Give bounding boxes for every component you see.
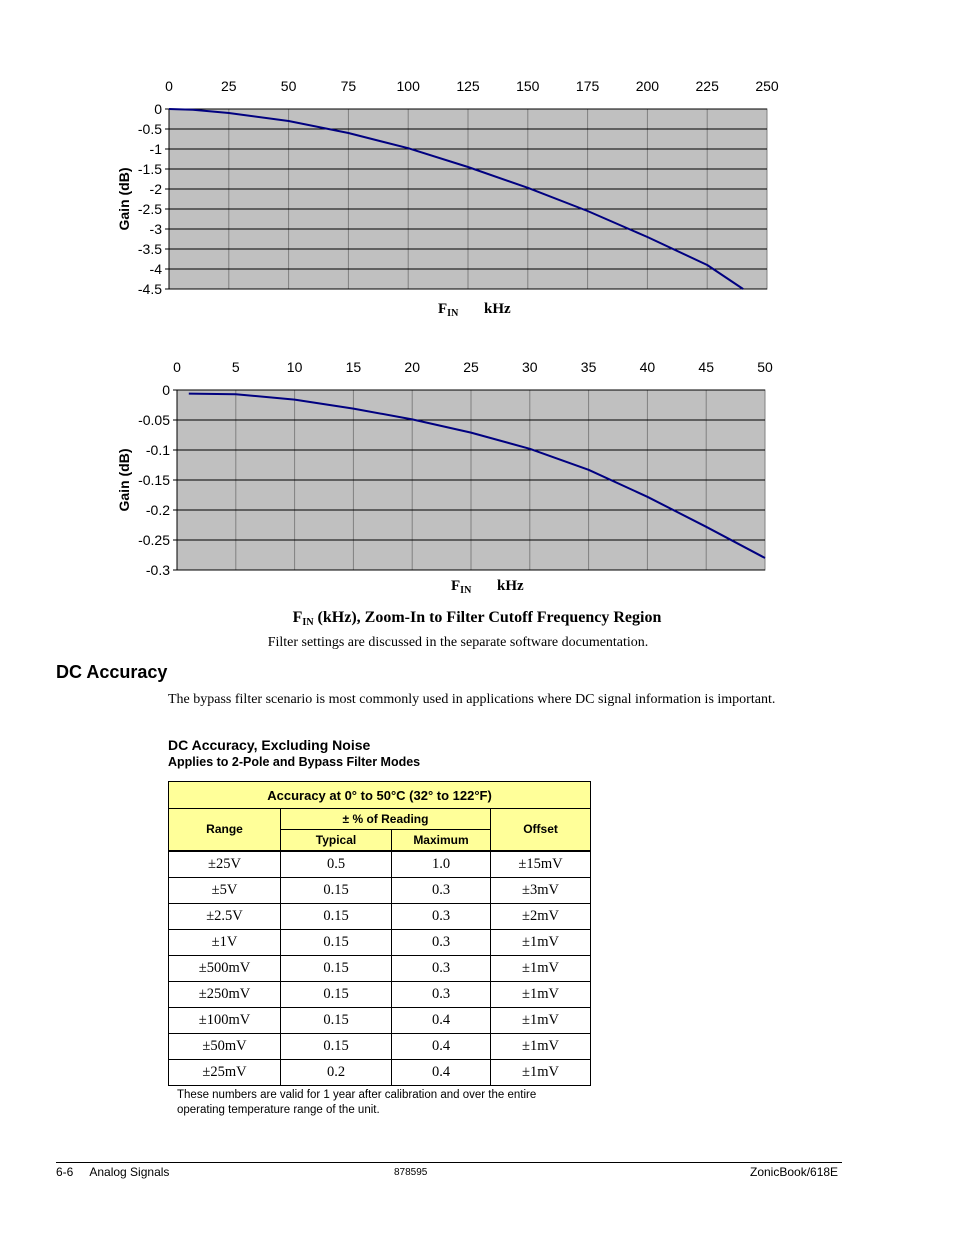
section-heading: DC Accuracy — [56, 662, 168, 682]
chart2-x-tick-label: 35 — [580, 359, 597, 375]
footer-center: 878595 — [394, 1167, 428, 1178]
cell-maximum: 0.3 — [392, 981, 491, 1007]
cell-typical: 0.15 — [281, 981, 392, 1007]
cell-offset: ±15mV — [491, 851, 591, 878]
cell-range: ±50mV — [169, 1033, 281, 1059]
footer-rule — [56, 1162, 842, 1163]
table-note: These numbers are valid for 1 year after calibration and over the entire operating temperature range of the unit. — [177, 1089, 537, 1116]
col-typical-header: Typical — [281, 830, 392, 851]
cell-maximum: 0.3 — [392, 929, 491, 955]
table-row — [169, 877, 591, 903]
table-row — [169, 955, 591, 981]
cell-offset: ±1mV — [491, 1007, 591, 1033]
chart2-x-tick-label: 25 — [463, 359, 479, 375]
figure-caption: $F_{IN}$ (kHz), Zoom-In to Filter Cutoff Frequency Region — [292, 609, 662, 628]
chart2-y-axis-label: Gain (dB) — [116, 448, 132, 512]
section-paragraph: The bypass filter scenario is most commonly used in applications where DC signal information is important. — [168, 692, 776, 707]
chart2-y-tick-label: -0.15 — [138, 472, 170, 488]
cell-typical: 0.15 — [281, 877, 392, 903]
table-row — [169, 851, 591, 878]
chart2-x-tick-label: 10 — [286, 359, 303, 375]
chart1-y-tick-label: -2.5 — [137, 201, 162, 217]
chart1-x-tick-label: 150 — [516, 78, 540, 94]
cell-range: ±100mV — [169, 1007, 281, 1033]
chart2-x-tick-label: 50 — [757, 359, 773, 375]
cell-range: ±250mV — [169, 981, 281, 1007]
cell-typical: 0.15 — [281, 903, 392, 929]
cell-maximum: 0.3 — [392, 955, 491, 981]
gain-chart-full — [0, 70, 954, 370]
chart1-x-tick-label: 50 — [280, 78, 297, 94]
chart1-y-axis-label: Gain (dB) — [116, 167, 132, 231]
cell-maximum: 0.3 — [392, 903, 491, 929]
chart1-x-tick-label: 175 — [575, 78, 600, 94]
filter-note: Filter settings are discussed in the separate software documentation. — [267, 635, 649, 650]
cell-offset: ±2mV — [491, 903, 591, 929]
chart2-x-tick-label: 15 — [345, 359, 362, 375]
table-header-top: Accuracy at 0° to 50°C (32° to 122°F) — [169, 782, 591, 809]
cell-maximum: 0.3 — [392, 877, 491, 903]
chart1-y-tick-label: -3.5 — [137, 241, 162, 257]
chart2-x-tick-label: 20 — [404, 359, 420, 375]
table-subtitle: Applies to 2-Pole and Bypass Filter Modes — [168, 755, 421, 769]
chart1-x-tick-label: 200 — [635, 78, 660, 94]
cell-typical: 0.2 — [281, 1059, 392, 1085]
cell-offset: ±1mV — [491, 1033, 591, 1059]
chart1-y-tick-label: -1 — [149, 141, 162, 157]
chart1-x-axis-label: $F_{IN}$ kHz — [438, 301, 511, 319]
cell-typical: 0.15 — [281, 955, 392, 981]
chart2-y-tick-label: -0.05 — [138, 412, 170, 428]
chart1-x-tick-label: 225 — [695, 78, 719, 94]
cell-offset: ±1mV — [491, 929, 591, 955]
table-row — [169, 1033, 591, 1059]
table-row — [169, 1059, 591, 1085]
table-row — [169, 1007, 591, 1033]
cell-offset: ±1mV — [491, 955, 591, 981]
cell-range: ±25V — [169, 851, 281, 878]
gain-chart-zoom — [0, 350, 954, 590]
cell-maximum: 1.0 — [392, 851, 491, 878]
cell-typical: 0.15 — [281, 1033, 392, 1059]
col-offset-header: Offset — [491, 809, 591, 851]
col-maximum-header: Maximum — [392, 830, 491, 851]
accuracy-table — [168, 781, 591, 1086]
table-row — [169, 903, 591, 929]
cell-offset: ±1mV — [491, 1059, 591, 1085]
cell-range: ±5V — [169, 877, 281, 903]
footer-right: ZonicBook/618E — [750, 1165, 839, 1179]
chart2-y-tick-label: -0.3 — [145, 562, 170, 578]
cell-range: ±1V — [169, 929, 281, 955]
cell-offset: ±3mV — [491, 877, 591, 903]
chart1-x-tick-label: 125 — [456, 78, 480, 94]
chart2-y-tick-label: 0 — [162, 382, 170, 398]
cell-typical: 0.5 — [281, 851, 392, 878]
chart2-x-tick-label: 0 — [173, 359, 181, 375]
chart1-y-tick-label: 0 — [154, 101, 162, 117]
table-title: DC Accuracy, Excluding Noise — [168, 737, 371, 753]
cell-typical: 0.15 — [281, 1007, 392, 1033]
chart1-x-tick-label: 100 — [396, 78, 420, 94]
chart1-y-tick-label: -3 — [149, 221, 162, 237]
cell-range: ±2.5V — [169, 903, 281, 929]
chart1-y-tick-label: -1.5 — [137, 161, 162, 177]
footer-left: 6-6 Analog Signals — [56, 1165, 170, 1179]
table-row — [169, 981, 591, 1007]
cell-maximum: 0.4 — [392, 1059, 491, 1085]
cell-typical: 0.15 — [281, 929, 392, 955]
chart1-y-tick-label: -4 — [149, 261, 162, 277]
col-range-header: Range — [169, 809, 281, 851]
chart2-y-tick-label: -0.1 — [145, 442, 170, 458]
chart1-x-tick-label: 75 — [340, 78, 357, 94]
chart1-x-tick-label: 25 — [221, 78, 237, 94]
cell-maximum: 0.4 — [392, 1007, 491, 1033]
table-row — [169, 929, 591, 955]
cell-maximum: 0.4 — [392, 1033, 491, 1059]
chart2-y-tick-label: -0.25 — [138, 532, 170, 548]
chart2-x-tick-label: 30 — [522, 359, 538, 375]
cell-range: ±500mV — [169, 955, 281, 981]
chart1-y-tick-label: -0.5 — [137, 121, 162, 137]
chart2-x-tick-label: 40 — [639, 359, 656, 375]
chart1-x-tick-label: 250 — [755, 78, 779, 94]
chart1-y-tick-label: -2 — [149, 181, 162, 197]
chart2-x-tick-label: 5 — [231, 359, 240, 375]
chart2-x-axis-label: $F_{IN}$ kHz — [451, 578, 524, 596]
cell-range: ±25mV — [169, 1059, 281, 1085]
chart1-y-tick-label: -4.5 — [137, 281, 162, 297]
chart1-x-tick-label: 0 — [165, 78, 173, 94]
chart2-y-tick-label: -0.2 — [145, 502, 170, 518]
col-reading-header: ± % of Reading — [281, 809, 491, 830]
chart2-x-tick-label: 45 — [698, 359, 714, 375]
cell-offset: ±1mV — [491, 981, 591, 1007]
